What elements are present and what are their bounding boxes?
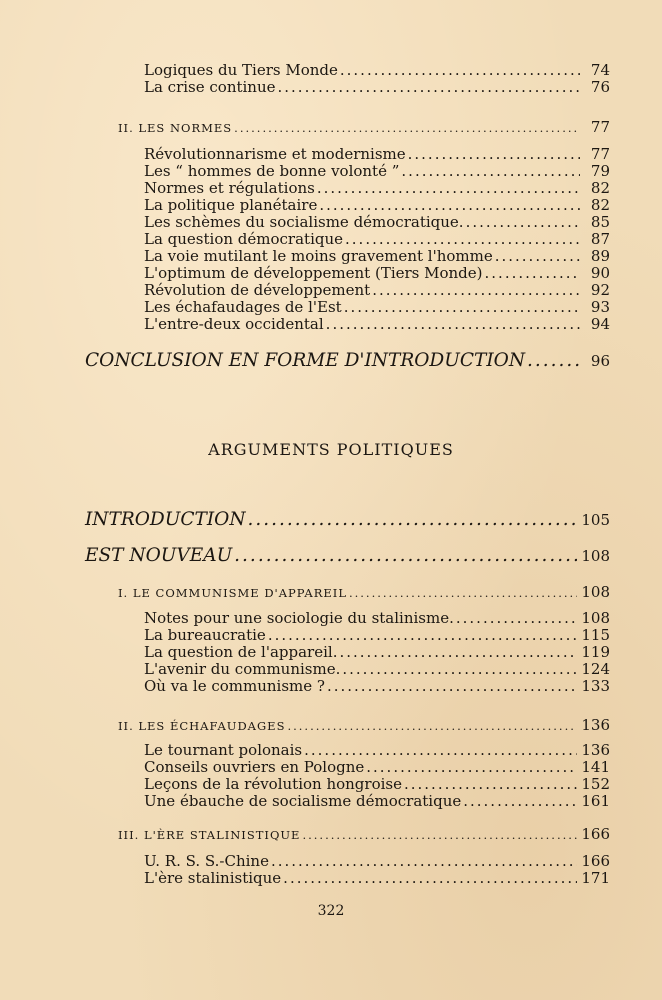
leader-dots [268, 627, 578, 644]
toc-section [118, 826, 610, 844]
toc-section-title: I. LE COMMUNISME D'APPAREIL [118, 586, 347, 600]
leader-dots [340, 62, 580, 79]
toc-entry [144, 853, 610, 870]
leader-dots [408, 146, 580, 163]
toc-entry [144, 248, 610, 265]
toc-entry-title: L'ère stalinistique [144, 869, 282, 887]
toc-entry [144, 146, 610, 163]
toc-entry [144, 678, 610, 695]
toc-entry-page: 136 [581, 741, 610, 759]
leader-dots [319, 197, 580, 214]
toc-entry [144, 870, 610, 887]
leader-dots [401, 163, 580, 180]
toc-entry-page: 90 [590, 264, 610, 282]
toc-entry-page: 92 [590, 281, 610, 299]
leader-dots [527, 350, 580, 371]
leader-dots [283, 870, 577, 887]
toc-entry [144, 231, 610, 248]
toc-entry-title: Le tournant polonais [144, 741, 303, 759]
toc-section-title: III. L'ÈRE STALINISTIQUE [118, 828, 301, 842]
leader-dots [466, 214, 580, 231]
toc-entry-title: La crise continue [144, 78, 276, 96]
toc-entry-page: 82 [590, 196, 610, 214]
leader-dots [287, 718, 577, 735]
toc-entry-title: Les schèmes du socialisme démocratique. [144, 213, 464, 231]
leader-dots [302, 827, 577, 844]
toc-entry-page: 76 [590, 78, 610, 96]
toc-entry-page: 79 [590, 162, 610, 180]
toc-entry-page: 141 [581, 758, 610, 776]
toc-entry [144, 793, 610, 810]
leader-dots [404, 776, 577, 793]
toc-entry [144, 759, 610, 776]
toc-entry-page: 161 [581, 792, 610, 810]
leader-dots [248, 509, 578, 530]
toc-entry [144, 180, 610, 197]
leader-dots [234, 120, 580, 137]
toc-entry-page: 166 [581, 852, 610, 870]
toc-entry-page: 74 [590, 61, 610, 79]
toc-entry [144, 163, 610, 180]
toc-entry [144, 62, 610, 79]
leader-dots [234, 545, 577, 566]
toc-entry [144, 610, 610, 627]
toc-entry-page: 93 [590, 298, 610, 316]
toc-section-page: 136 [581, 716, 610, 734]
toc-entry [144, 644, 610, 661]
toc-entry [144, 776, 610, 793]
toc-entry-title: Révolutionnarisme et modernisme [144, 145, 406, 163]
toc-section-page: 166 [581, 825, 610, 843]
toc-entry-page: 89 [590, 247, 610, 265]
leader-dots [495, 248, 580, 265]
toc-entry-page: 124 [581, 660, 610, 678]
leader-dots [456, 610, 577, 627]
toc-entry [144, 265, 610, 282]
toc-entry-page: 77 [590, 145, 610, 163]
leader-dots [271, 853, 577, 870]
toc-entry-title: Leçons de la révolution hongroise [144, 775, 402, 793]
toc-entry-title: L'optimum de développement (Tiers Monde) [144, 264, 483, 282]
toc-entry-title: Logiques du Tiers Monde [144, 61, 338, 79]
toc-entry-page: 115 [581, 626, 610, 644]
leader-dots [278, 79, 581, 96]
toc-section-page: 108 [581, 583, 610, 601]
toc-entry-title: Conseils ouvriers en Pologne [144, 758, 365, 776]
toc-entry-title: Normes et régulations [144, 179, 315, 197]
leader-dots [485, 265, 580, 282]
leader-dots [463, 793, 577, 810]
toc-entry-page: 133 [581, 677, 610, 695]
toc-chapter [85, 545, 610, 567]
toc-entry-page: 119 [581, 643, 610, 661]
toc-chapter-title: INTRODUCTION [85, 509, 246, 530]
leader-dots [326, 316, 580, 333]
toc-entry-title: Notes pour une sociologie du stalinisme. [144, 609, 454, 627]
toc-entry [144, 627, 610, 644]
toc-entry [144, 742, 610, 759]
toc-chapter-title: EST NOUVEAU [85, 545, 233, 566]
toc-entry-title: La question démocratique [144, 230, 344, 248]
toc-entry-title: Révolution de développement [144, 281, 371, 299]
leader-dots [342, 661, 577, 678]
toc-entry-page: 152 [581, 775, 610, 793]
toc-entry [144, 214, 610, 231]
toc-entry-page: 85 [590, 213, 610, 231]
toc-entry-title: L'avenir du communisme. [144, 660, 341, 678]
toc-entry-title: Une ébauche de socialisme démocratique [144, 792, 462, 810]
toc-section-title: II. LES NORMES [118, 121, 233, 135]
leader-dots [366, 759, 577, 776]
toc-section [118, 584, 610, 602]
toc-chapter-page: 105 [581, 511, 610, 529]
toc-entry-title: La question de l'appareil. [144, 643, 338, 661]
toc-chapter-page: 108 [581, 547, 610, 565]
toc-entry-page: 82 [590, 179, 610, 197]
toc-chapter [85, 350, 610, 372]
toc-entry [144, 79, 610, 96]
leader-dots [345, 231, 580, 248]
toc-entry-page: 108 [581, 609, 610, 627]
toc-entry [144, 661, 610, 678]
toc-section-title: II. LES ÉCHAFAUDAGES [118, 719, 286, 733]
leader-dots [304, 742, 577, 759]
toc-entry-title: U. R. S. S.-Chine [144, 852, 269, 870]
leader-dots [339, 644, 577, 661]
toc-entry-title: La politique planétaire [144, 196, 318, 214]
leader-dots [372, 282, 580, 299]
toc-entry-page: 94 [590, 315, 610, 333]
toc-entry-title: La voie mutilant le moins gravement l'homme [144, 247, 493, 265]
page-number: 322 [317, 903, 345, 919]
toc-entry-title: L'entre-deux occidental [144, 315, 324, 333]
toc-entry [144, 282, 610, 299]
toc-chapter-title: CONCLUSION EN FORME D'INTRODUCTION [85, 350, 526, 371]
leader-dots [349, 585, 577, 602]
leader-dots [317, 180, 580, 197]
toc-section [118, 717, 610, 735]
toc-entry-page: 171 [581, 869, 610, 887]
toc-chapter-page: 96 [590, 352, 610, 370]
toc-entry-title: Où va le communisme ? [144, 677, 325, 695]
toc-entry-title: Les “ hommes de bonne volonté ” [144, 162, 400, 180]
toc-entry [144, 299, 610, 316]
leader-dots [327, 678, 577, 695]
toc-section-page: 77 [590, 118, 610, 136]
toc-entry [144, 197, 610, 214]
toc-entry [144, 316, 610, 333]
toc-entry-title: Les échafaudages de l'Est [144, 298, 342, 316]
toc-section [118, 119, 610, 137]
leader-dots [344, 299, 580, 316]
toc-entry-page: 87 [590, 230, 610, 248]
toc-chapter [85, 509, 610, 531]
part-heading: ARGUMENTS POLITIQUES [208, 440, 454, 459]
toc-entry-title: La bureaucratie [144, 626, 266, 644]
